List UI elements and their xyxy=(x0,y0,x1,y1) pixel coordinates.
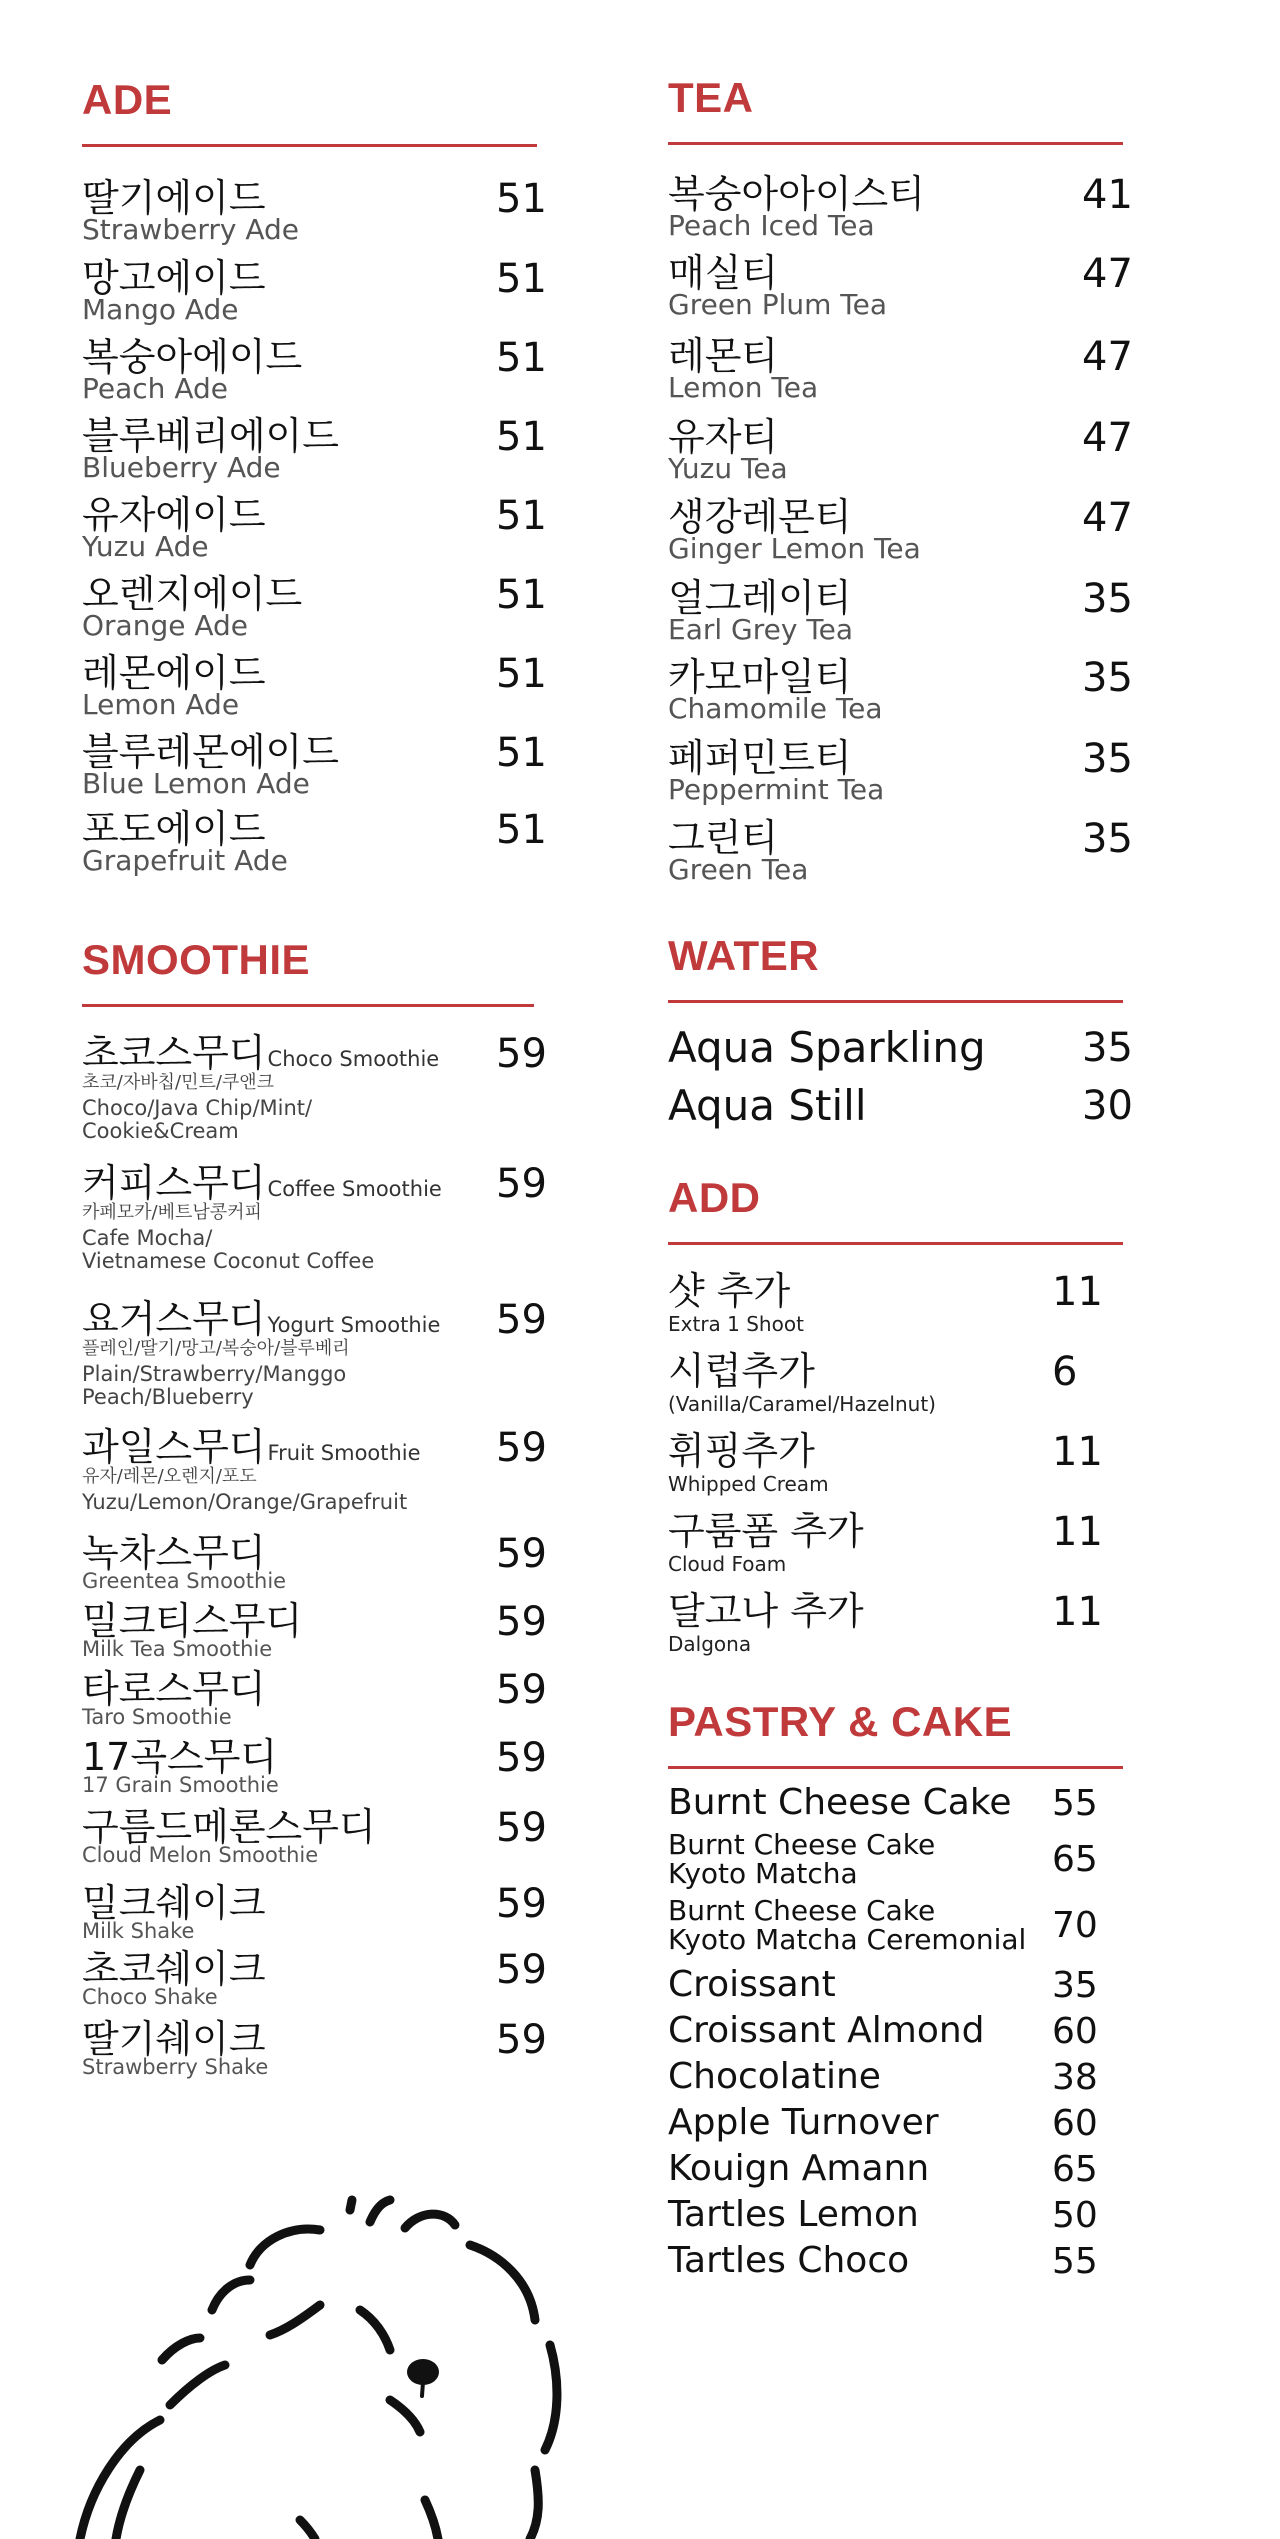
item-price: 11 xyxy=(1052,1269,1103,1315)
item-name-english: Blueberry Ade xyxy=(82,451,281,484)
item-name-english: Lemon Ade xyxy=(82,688,240,721)
smoothie-title: SMOOTHIE xyxy=(82,936,311,983)
item-price: 11 xyxy=(1052,1429,1103,1475)
item-name-korean: 구룸폼 추가 xyxy=(668,1509,864,1553)
item-name-english: Taro Smoothie xyxy=(82,1705,232,1729)
item-price: 51 xyxy=(496,176,547,222)
item-name-korean: 휘핑추가 xyxy=(668,1429,815,1473)
menu-item xyxy=(668,2240,1148,2284)
item-price: 59 xyxy=(496,1947,547,1993)
menu-item xyxy=(668,1430,1148,1500)
item-price: 51 xyxy=(496,493,547,539)
item-name-korean: 달고나 추가 xyxy=(668,1589,864,1633)
item-name-korean: 블루베리에이드 xyxy=(82,414,339,458)
item-name: Burnt Cheese Cake xyxy=(668,1828,936,1861)
item-options-english: Choco/Java Chip/Mint/ xyxy=(82,1096,313,1120)
menu-item xyxy=(668,415,1133,492)
item-name-english: Grapefruit Ade xyxy=(82,844,288,877)
item-name-english: (Vanilla/Caramel/Hazelnut) xyxy=(668,1392,936,1416)
item-price: 55 xyxy=(1052,1783,1098,1824)
water-title: WATER xyxy=(668,932,820,979)
item-price: 47 xyxy=(1082,251,1133,297)
item-price: 35 xyxy=(1052,1965,1098,2006)
item-name-korean: 유자에이드 xyxy=(82,493,266,537)
item-options-korean: 초코/자바칩/민트/쿠앤크 xyxy=(82,1072,275,1093)
menu-item xyxy=(82,1882,582,1948)
item-options-english: Vietnamese Coconut Coffee xyxy=(82,1249,375,1273)
item-name-korean-text: 초코스무디 xyxy=(82,1031,266,1075)
item-name-english: Green Tea xyxy=(668,853,809,886)
item-options-korean: 유자/레몬/오렌지/포도 xyxy=(82,1466,257,1487)
item-price: 65 xyxy=(1052,1839,1098,1880)
item-name: Croissant Almond xyxy=(668,2010,985,2051)
item-name-korean: 유자티 xyxy=(668,415,779,459)
tea-title: TEA xyxy=(668,74,754,121)
pastry-section xyxy=(668,1698,1148,2298)
water-section xyxy=(668,932,1148,1132)
item-price: 59 xyxy=(496,1735,547,1781)
item-price: 51 xyxy=(496,335,547,381)
item-name-korean: 레몬에이드 xyxy=(82,651,266,695)
section-divider xyxy=(668,1242,1123,1245)
item-name-english: Choco Shake xyxy=(82,1985,218,2009)
item-name: Burnt Cheese Cake xyxy=(668,1894,936,1927)
item-name-english: Green Plum Tea xyxy=(668,288,888,321)
menu-item xyxy=(668,2102,1148,2146)
item-options-english: Yuzu/Lemon/Orange/Grapefruit xyxy=(82,1490,408,1514)
item-price: 38 xyxy=(1052,2057,1098,2098)
item-name: Tartles Lemon xyxy=(668,2194,919,2235)
item-price: 59 xyxy=(496,1531,547,1577)
item-name-korean: 매실티 xyxy=(668,251,779,295)
menu-item xyxy=(668,172,1133,249)
menu-item xyxy=(668,1082,1148,1132)
item-price: 60 xyxy=(1052,2103,1098,2144)
section-divider xyxy=(668,1766,1123,1769)
menu-item xyxy=(668,2010,1148,2054)
item-name-english: Whipped Cream xyxy=(668,1472,829,1496)
item-name-english: Peppermint Tea xyxy=(668,773,885,806)
menu-item xyxy=(668,655,1133,732)
item-name-korean: 타로스무디 xyxy=(82,1667,266,1711)
item-name-korean: 초코쉐이크 xyxy=(82,1947,266,1991)
menu-item xyxy=(82,493,547,570)
item-name: Aqua Still xyxy=(668,1081,867,1130)
item-price: 35 xyxy=(1082,816,1133,862)
section-divider xyxy=(82,1004,534,1007)
menu-item xyxy=(668,1510,1148,1580)
item-price: 47 xyxy=(1082,495,1133,541)
item-name-korean: 녹차스무디 xyxy=(82,1531,266,1575)
item-name-korean: 구름드메론스무디 xyxy=(82,1805,376,1849)
item-price: 51 xyxy=(496,807,547,853)
menu-item xyxy=(82,335,547,412)
item-name-english: Peach Ade xyxy=(82,372,228,405)
menu-item xyxy=(668,816,1133,893)
item-price: 59 xyxy=(496,1161,547,1207)
item-name-korean: 밀크쉐이크 xyxy=(82,1881,266,1925)
menu-item xyxy=(82,1600,582,1666)
item-name-korean: 망고에이드 xyxy=(82,256,266,300)
menu-item xyxy=(82,807,547,884)
item-name-korean: 페퍼민트티 xyxy=(668,736,852,780)
section-divider xyxy=(82,144,537,147)
item-name-english: Choco Smoothie xyxy=(267,1047,440,1071)
item-name: Kyoto Matcha Ceremonial xyxy=(668,1923,1027,1956)
item-price: 50 xyxy=(1052,2195,1098,2236)
menu-item xyxy=(668,495,1133,572)
item-name-korean: 카모마일티 xyxy=(668,655,852,699)
item-price: 41 xyxy=(1082,172,1133,218)
item-price: 59 xyxy=(496,1031,547,1077)
item-name-korean: 블루레몬에이드 xyxy=(82,730,339,774)
item-price: 35 xyxy=(1082,736,1133,782)
item-price: 51 xyxy=(496,572,547,618)
item-options-english: Cookie&Cream xyxy=(82,1119,239,1143)
tea-section xyxy=(668,74,1133,894)
item-name: Tartles Choco xyxy=(668,2240,910,2281)
item-name-korean: 딸기에이드 xyxy=(82,176,266,220)
item-name-english: Strawberry Shake xyxy=(82,2055,269,2079)
item-price: 59 xyxy=(496,1425,547,1471)
item-name: Kouign Amann xyxy=(668,2148,930,2189)
item-price: 47 xyxy=(1082,334,1133,380)
item-name: Burnt Cheese Cake xyxy=(668,1782,1012,1823)
item-name-korean: 복숭아에이드 xyxy=(82,335,303,379)
menu-item xyxy=(668,334,1133,411)
menu-item xyxy=(82,414,547,491)
item-price: 59 xyxy=(496,1599,547,1645)
item-price: 65 xyxy=(1052,2149,1098,2190)
add-section xyxy=(668,1174,1148,1674)
item-price: 47 xyxy=(1082,415,1133,461)
item-name-english: Yogurt Smoothie xyxy=(267,1313,441,1337)
item-price: 59 xyxy=(496,1805,547,1851)
menu-item xyxy=(82,1426,582,1546)
item-name-korean: 얼그레이티 xyxy=(668,576,852,620)
menu-item xyxy=(82,2018,582,2084)
item-price: 59 xyxy=(496,2017,547,2063)
menu-item xyxy=(82,176,547,253)
item-name-english: Fruit Smoothie xyxy=(267,1441,421,1465)
pastry-title: PASTRY & CAKE xyxy=(668,1698,1013,1745)
item-name-korean: 시럽추가 xyxy=(668,1349,815,1393)
item-name-korean-text: 커피스무디 xyxy=(82,1161,266,1205)
menu-item xyxy=(668,1896,1148,1958)
item-name-korean: 레몬티 xyxy=(668,334,779,378)
item-name-english: Milk Shake xyxy=(82,1919,195,1943)
item-price: 35 xyxy=(1082,576,1133,622)
menu-item xyxy=(82,651,547,728)
ade-section xyxy=(82,76,547,886)
menu-item xyxy=(82,256,547,333)
item-price: 11 xyxy=(1052,1509,1103,1555)
menu-item xyxy=(668,1024,1148,1074)
item-price: 55 xyxy=(1052,2241,1098,2282)
item-name-english: Mango Ade xyxy=(82,293,239,326)
item-name: Croissant xyxy=(668,1964,836,2005)
item-name-korean: 오렌지에이드 xyxy=(82,572,303,616)
menu-item xyxy=(82,1948,582,2014)
item-name-korean: 포도에이드 xyxy=(82,807,266,851)
item-price: 35 xyxy=(1082,655,1133,701)
item-name-english: Blue Lemon Ade xyxy=(82,767,310,800)
menu-item xyxy=(668,1590,1148,1660)
item-name: Chocolatine xyxy=(668,2056,881,2097)
section-divider xyxy=(668,1000,1123,1003)
menu-item xyxy=(82,1806,582,1872)
item-name-korean-text: 과일스무디 xyxy=(82,1425,266,1469)
item-name-korean: 생강레몬티 xyxy=(668,495,852,539)
item-name-english: Dalgona xyxy=(668,1632,752,1656)
section-divider xyxy=(668,142,1123,145)
item-price: 59 xyxy=(496,1881,547,1927)
menu-item xyxy=(82,1162,582,1282)
item-price: 35 xyxy=(1082,1025,1133,1071)
menu-item xyxy=(668,251,1133,328)
item-name-english: Cloud Melon Smoothie xyxy=(82,1843,319,1867)
item-options-korean: 카페모카/베트남콩커피 xyxy=(82,1202,262,1223)
item-options-english: Plain/Strawberry/Manggo xyxy=(82,1362,347,1386)
item-price: 51 xyxy=(496,256,547,302)
menu-item xyxy=(668,1964,1148,2008)
item-price: 30 xyxy=(1082,1083,1133,1129)
menu-item xyxy=(668,1350,1148,1420)
item-name-english: Chamomile Tea xyxy=(668,692,883,725)
menu-item xyxy=(668,1782,1148,1826)
item-name-korean: 그린티 xyxy=(668,816,779,860)
menu-item xyxy=(82,1668,582,1734)
item-name-korean: 딸기쉐이크 xyxy=(82,2017,266,2061)
item-name-english: Greentea Smoothie xyxy=(82,1569,287,1593)
menu-item xyxy=(668,2056,1148,2100)
menu-item xyxy=(668,576,1133,653)
item-price: 51 xyxy=(496,414,547,460)
item-price: 11 xyxy=(1052,1589,1103,1635)
item-name-english: Milk Tea Smoothie xyxy=(82,1637,273,1661)
item-name: Kyoto Matcha xyxy=(668,1857,858,1890)
item-name-english: Earl Grey Tea xyxy=(668,613,854,646)
item-price: 6 xyxy=(1052,1349,1078,1395)
menu-item xyxy=(82,1736,582,1802)
item-options-korean: 플레인/딸기/망고/복숭아/블루베리 xyxy=(82,1338,350,1359)
menu-item xyxy=(668,1270,1148,1340)
add-title: ADD xyxy=(668,1174,761,1221)
item-price: 51 xyxy=(496,730,547,776)
item-name-english: Extra 1 Shoot xyxy=(668,1312,804,1336)
menu-item xyxy=(668,1830,1148,1892)
item-name-english: Coffee Smoothie xyxy=(267,1177,442,1201)
item-price: 70 xyxy=(1052,1905,1098,1946)
item-name-english: Strawberry Ade xyxy=(82,213,299,246)
item-name: Aqua Sparkling xyxy=(668,1023,986,1072)
menu-item xyxy=(668,736,1133,813)
item-name-english: Cloud Foam xyxy=(668,1552,787,1576)
menu-item xyxy=(82,1532,582,1598)
item-name: Apple Turnover xyxy=(668,2102,939,2143)
item-name-korean: 밀크티스무디 xyxy=(82,1599,303,1643)
item-name-english: Lemon Tea xyxy=(668,371,819,404)
item-name-english: Yuzu Ade xyxy=(82,530,209,563)
item-options-english: Cafe Mocha/ xyxy=(82,1226,213,1250)
smoothie-section xyxy=(82,936,582,2096)
item-name-english: Peach Iced Tea xyxy=(668,209,875,242)
item-name-korean: 복숭아아이스티 xyxy=(668,172,925,216)
item-name-korean: 샷 추가 xyxy=(668,1269,791,1313)
item-name-english: Ginger Lemon Tea xyxy=(668,532,921,565)
item-price: 59 xyxy=(496,1297,547,1343)
item-name-korean: 17곡스무디 xyxy=(82,1735,278,1779)
ade-title: ADE xyxy=(82,76,173,123)
menu-item xyxy=(82,1298,582,1418)
item-name-english: 17 Grain Smoothie xyxy=(82,1773,279,1797)
item-price: 60 xyxy=(1052,2011,1098,2052)
dog-illustration-icon xyxy=(60,2170,580,2539)
item-price: 51 xyxy=(496,651,547,697)
menu-item xyxy=(668,2194,1148,2238)
item-name-english: Yuzu Tea xyxy=(668,452,788,485)
menu-item xyxy=(82,1032,582,1152)
menu-item xyxy=(82,730,547,807)
item-name-english: Orange Ade xyxy=(82,609,249,642)
menu-item xyxy=(668,2148,1148,2192)
item-price: 59 xyxy=(496,1667,547,1713)
menu-item xyxy=(82,572,547,649)
item-name-korean-text: 요거스무디 xyxy=(82,1297,266,1341)
item-options-english: Peach/Blueberry xyxy=(82,1385,254,1409)
